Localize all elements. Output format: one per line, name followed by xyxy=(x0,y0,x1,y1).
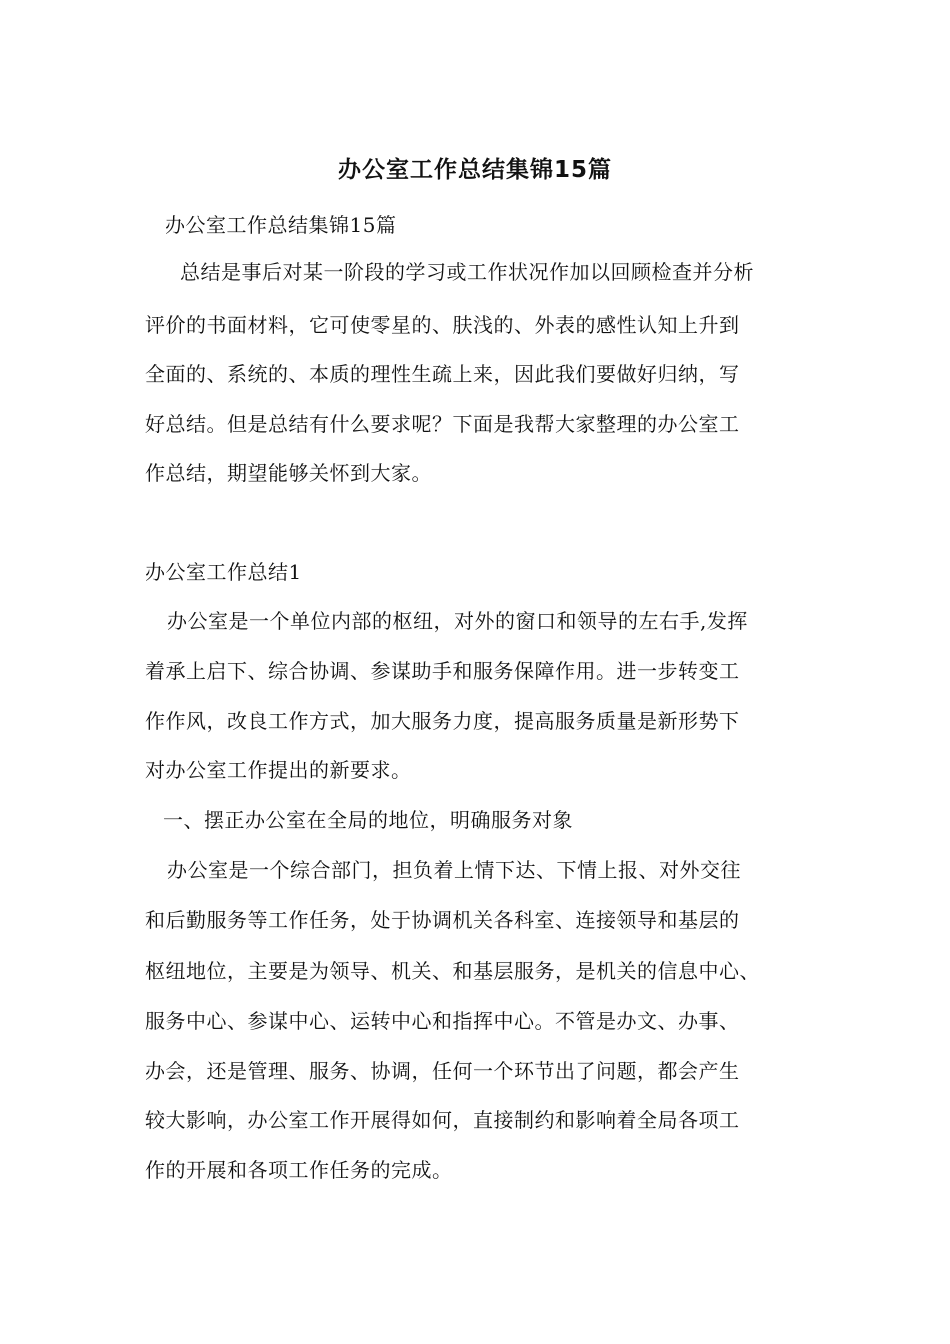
document-subtitle: 办公室工作总结集锦15篇 xyxy=(165,213,397,237)
intro-line: 作总结，期望能够关怀到大家。 xyxy=(145,461,432,485)
paragraph-line: 对办公室工作提出的新要求。 xyxy=(145,758,412,782)
paragraph-line: 着承上启下、综合协调、参谋助手和服务保障作用。进一步转变工 xyxy=(145,659,740,683)
paragraph-line: 办会，还是管理、服务、协调，任何一个环节出了问题，都会产生 xyxy=(145,1059,740,1083)
intro-line: 全面的、系统的、本质的理性生疏上来，因此我们要做好归纳，写 xyxy=(145,362,740,386)
subheading: 一、摆正办公室在全局的地位，明确服务对象 xyxy=(163,808,573,832)
section-heading: 办公室工作总结1 xyxy=(145,560,302,584)
paragraph-line: 枢纽地位，主要是为领导、机关、和基层服务，是机关的信息中心、 xyxy=(145,959,760,983)
paragraph-line: 作作风，改良工作方式，加大服务力度，提高服务质量是新形势下 xyxy=(145,709,740,733)
paragraph-line: 和后勤服务等工作任务，处于协调机关各科室、连接领导和基层的 xyxy=(145,908,740,932)
paragraph-line: 作的开展和各项工作任务的完成。 xyxy=(145,1158,453,1182)
intro-line: 评价的书面材料，它可使零星的、肤浅的、外表的感性认知上升到 xyxy=(145,313,740,337)
document-title: 办公室工作总结集锦15篇 xyxy=(337,157,612,183)
paragraph-line: 服务中心、参谋中心、运转中心和指挥中心。不管是办文、办事、 xyxy=(145,1009,740,1033)
intro-line: 好总结。但是总结有什么要求呢？下面是我帮大家整理的办公室工 xyxy=(145,412,740,436)
paragraph-line: 办公室是一个单位内部的枢纽，对外的窗口和领导的左右手,发挥 xyxy=(167,609,748,633)
intro-line: 总结是事后对某一阶段的学习或工作状况作加以回顾检查并分析 xyxy=(180,260,754,284)
paragraph-line: 办公室是一个综合部门，担负着上情下达、下情上报、对外交往 xyxy=(167,858,741,882)
paragraph-line: 较大影响，办公室工作开展得如何，直接制约和影响着全局各项工 xyxy=(145,1108,740,1132)
